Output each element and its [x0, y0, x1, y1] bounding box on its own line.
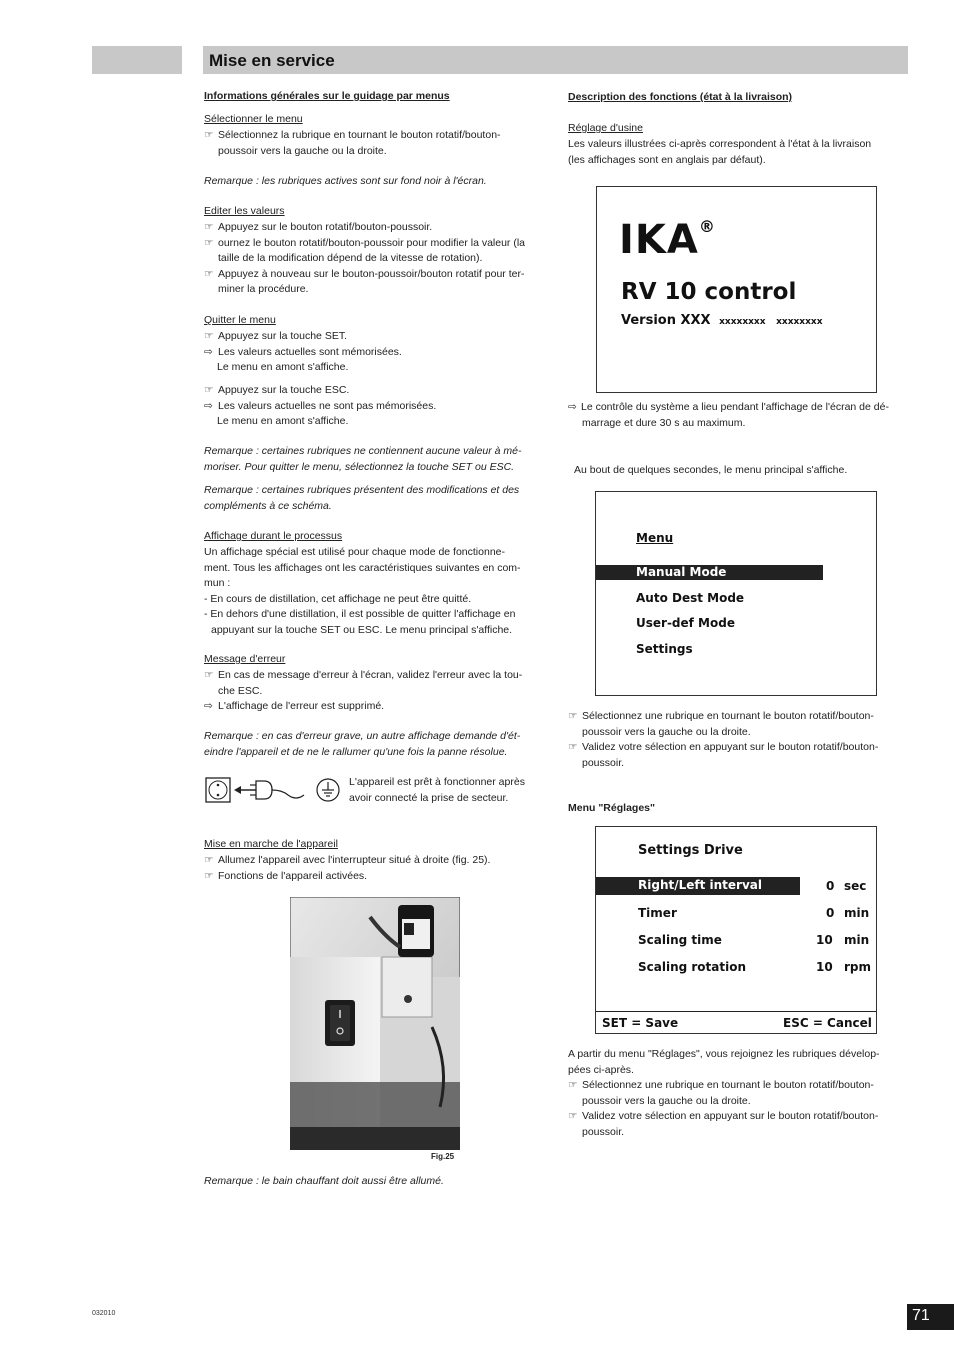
- guide-title: Informations générales sur le guidage par menus: [204, 90, 450, 102]
- finger-icon: ☞: [568, 1079, 578, 1091]
- finger-icon: ☞: [204, 129, 214, 141]
- splash-screen: [596, 186, 877, 393]
- after-settings-text: [568, 1047, 880, 1140]
- paragraph-line: mun :: [204, 577, 231, 589]
- settings-row-unit: min: [844, 906, 870, 920]
- settings-heading: Menu "Réglages": [568, 802, 655, 814]
- factory-text: [568, 137, 871, 168]
- quit-menu-list-2: [204, 383, 436, 430]
- bullet-text: Validez votre sélection en appuyant sur le bouton rotatif/bouton-: [582, 1110, 879, 1122]
- device-photo: [290, 897, 460, 1150]
- settings-row-timer[interactable]: Timer: [638, 906, 677, 920]
- dash-item: - En cours de distillation, cet affichage ne peut être quitté.: [204, 592, 472, 605]
- edit-values-list: [204, 220, 525, 298]
- func-title: Description des fonctions (état à la livraison): [568, 91, 793, 103]
- finger-icon: ☞: [568, 710, 578, 722]
- selection-list-1: [568, 709, 878, 771]
- result-text: Le menu en amont s'affiche.: [217, 415, 349, 427]
- set-save-label[interactable]: SET = Save: [602, 1016, 679, 1030]
- settings-row-unit: rpm: [844, 960, 872, 974]
- bullet-text: poussoir vers la gauche ou la droite.: [218, 144, 387, 157]
- settings-screen: [595, 826, 877, 1034]
- remark-2: [204, 444, 522, 475]
- bullet-text: poussoir.: [582, 1125, 625, 1138]
- select-menu-bullet: [204, 128, 501, 159]
- settings-row-value: 0: [826, 906, 835, 920]
- registered-mark: ®: [698, 217, 716, 236]
- arrow-icon: ⇨: [204, 399, 213, 412]
- settings-footer-divider: [596, 1011, 876, 1012]
- bullet-text: poussoir.: [582, 756, 625, 769]
- paragraph-line: Un affichage spécial est utilisé pour chaque mode de fonctionne-: [204, 546, 505, 558]
- process-display-heading: Affichage durant le processus: [204, 530, 343, 542]
- version-code: xxxxxxxx: [776, 317, 823, 327]
- power-on-list: [204, 853, 490, 884]
- after-seconds-text: Au bout de quelques secondes, le menu principal s'affiche.: [574, 464, 848, 476]
- dash-item: - En dehors d'une distillation, il est possible de quitter l'affichage en: [204, 608, 516, 620]
- paragraph-line: ment. Tous les affichages ont les caractéristiques suivantes en com-: [204, 561, 521, 574]
- plug-text-line: L'appareil est prêt à fonctionner après: [349, 776, 525, 788]
- bullet-text: Sélectionnez une rubrique en tournant le bouton rotatif/bouton-: [582, 710, 874, 722]
- bullet-text: Allumez l'appareil avec l'interrupteur situé à droite (fig. 25).: [218, 854, 491, 866]
- arrow-icon: ⇨: [204, 700, 213, 712]
- remark-5: Remarque : le bain chauffant doit aussi être allumé.: [204, 1175, 444, 1187]
- bullet-text: ournez le bouton rotatif/bouton-poussoir pour modifier la valeur (la: [218, 236, 526, 249]
- settings-row-scaling-rotation[interactable]: Scaling rotation: [638, 960, 747, 974]
- page-number: 71: [912, 1307, 930, 1324]
- settings-title: Settings Drive: [638, 843, 743, 858]
- quit-menu-list-1: [204, 329, 402, 376]
- bullet-text: Validez votre sélection en appuyant sur le bouton rotatif/bouton-: [582, 741, 879, 753]
- settings-row-right-left-interval[interactable]: [596, 877, 800, 895]
- quit-menu-heading: Quitter le menu: [204, 314, 276, 326]
- menu-item-user-def-mode[interactable]: User-def Mode: [636, 616, 735, 630]
- bullet-text: miner la procédure.: [218, 283, 309, 295]
- finger-icon: ☞: [204, 221, 214, 233]
- menu-item-label: Manual Mode: [636, 565, 727, 579]
- remark-line: Remarque : certaines rubriques ne contiennent aucune valeur à mé-: [204, 445, 522, 457]
- paragraph-line: A partir du menu "Réglages", vous rejoignez les rubriques dévelop-: [568, 1048, 880, 1060]
- settings-row-unit: min: [844, 933, 870, 947]
- bullet-text: Appuyez à nouveau sur le bouton-poussoir/bouton rotatif pour ter-: [218, 267, 525, 280]
- finger-icon: ☞: [568, 741, 578, 753]
- dash-item: appuyant sur la touche SET ou ESC. Le menu principal s'affiche.: [211, 623, 513, 636]
- result-text: Les valeurs actuelles sont mémorisées.: [218, 345, 402, 358]
- paragraph-line: pées ci-après.: [568, 1063, 634, 1076]
- remark-1: Remarque : les rubriques actives sont sur fond noir à l'écran.: [204, 175, 487, 187]
- settings-row-scaling-time[interactable]: Scaling time: [638, 933, 722, 947]
- remark-line: moriser. Pour quitter le menu, sélectionnez la touche SET ou ESC.: [204, 460, 515, 473]
- settings-row-value: 10: [816, 960, 833, 974]
- finger-icon: ☞: [204, 236, 214, 249]
- remark-3: [204, 483, 519, 514]
- bullet-text: Appuyez sur le bouton rotatif/bouton-poussoir.: [218, 221, 433, 233]
- finger-icon: ☞: [204, 869, 214, 882]
- bullet-text: che ESC.: [218, 684, 263, 697]
- bullet-text: Sélectionnez une rubrique en tournant le bouton rotatif/bouton-: [582, 1079, 874, 1091]
- page-number-box: [907, 1304, 954, 1330]
- result-text: Le menu en amont s'affiche.: [217, 361, 349, 373]
- finger-icon: ☞: [204, 267, 214, 280]
- remark-line: Remarque : en cas d'erreur grave, un autre affichage demande d'ét-: [204, 730, 521, 742]
- doc-code: 032010: [92, 1310, 116, 1317]
- remark-line: Remarque : certaines rubriques présentent des modifications et des: [204, 484, 520, 496]
- version-label: Version XXX: [621, 313, 711, 328]
- settings-row-value: 10: [816, 933, 833, 947]
- version-line: [621, 313, 823, 328]
- finger-icon: ☞: [204, 854, 214, 866]
- settings-row-label: Right/Left interval: [638, 878, 763, 892]
- menu-item-manual-mode[interactable]: [596, 565, 823, 580]
- paragraph-line: (les affichages sont en anglais par défaut).: [568, 153, 766, 166]
- menu-item-settings[interactable]: Settings: [636, 642, 693, 656]
- bullet-text: Appuyez sur la touche SET.: [218, 330, 347, 342]
- page-title: Mise en service: [209, 51, 335, 70]
- bullet-text: Fonctions de l'appareil activées.: [218, 869, 368, 882]
- finger-icon: ☞: [204, 669, 214, 681]
- menu-title: Menu: [636, 531, 674, 545]
- error-msg-heading: Message d'erreur: [204, 653, 286, 665]
- bullet-text: poussoir vers la gauche ou la droite.: [582, 1094, 751, 1107]
- finger-icon: ☞: [204, 330, 214, 342]
- ika-logo: IKA: [619, 217, 699, 263]
- bullet-text: En cas de message d'erreur à l'écran, validez l'erreur avec la tou-: [218, 669, 523, 681]
- result-text: Les valeurs actuelles ne sont pas mémorisées.: [218, 399, 437, 412]
- power-on-heading: Mise en marche de l'appareil: [204, 838, 338, 850]
- bullet-text: taille de la modification dépend de la vitesse de rotation).: [218, 252, 483, 264]
- figure-caption: Fig.25: [431, 1152, 455, 1161]
- arrow-icon: ⇨: [568, 401, 577, 413]
- result-text: marrage et dure 30 s au maximum.: [582, 416, 746, 429]
- result-text: Le contrôle du système a lieu pendant l'affichage de l'écran de dé-: [581, 401, 889, 413]
- paragraph-line: Les valeurs illustrées ci-après correspondent à l'état à la livraison: [568, 138, 872, 150]
- remark-line: eindre l'appareil et de ne le rallumer qu'une fois la panne résolue.: [204, 745, 508, 758]
- factory-heading: Réglage d'usine: [568, 122, 643, 134]
- model-name: RV 10 control: [621, 279, 797, 305]
- finger-icon: ☞: [204, 384, 214, 396]
- edit-values-heading: Editer les valeurs: [204, 205, 285, 217]
- main-menu-screen: [595, 491, 877, 696]
- plug-text-line: avoir connecté la prise de secteur.: [349, 791, 509, 804]
- remark-4: [204, 729, 520, 760]
- settings-row-unit: sec: [844, 879, 867, 893]
- bullet-text: Sélectionnez la rubrique en tournant le bouton rotatif/bouton-: [218, 129, 501, 141]
- plug-socket-icon: [204, 775, 344, 807]
- error-msg-list: [204, 668, 522, 715]
- header-left-block: [92, 46, 182, 74]
- menu-item-auto-dest-mode[interactable]: Auto Dest Mode: [636, 591, 745, 605]
- version-code: xxxxxxxx: [719, 317, 766, 327]
- process-display-text: [204, 545, 521, 638]
- finger-icon: ☞: [568, 1110, 578, 1122]
- settings-row-value: 0: [826, 879, 835, 893]
- result-text: L'affichage de l'erreur est supprimé.: [218, 700, 385, 712]
- remark-line: compléments à ce schéma.: [204, 499, 332, 512]
- bullet-text: Appuyez sur la touche ESC.: [218, 384, 350, 396]
- bullet-text: poussoir vers la gauche ou la droite.: [582, 725, 751, 738]
- section-header: [203, 46, 908, 74]
- system-check-text: [568, 400, 889, 431]
- select-menu-heading: Sélectionner le menu: [204, 113, 303, 125]
- arrow-icon: ⇨: [204, 345, 213, 358]
- plug-text: [349, 775, 525, 806]
- esc-cancel-label[interactable]: ESC = Cancel: [783, 1016, 872, 1030]
